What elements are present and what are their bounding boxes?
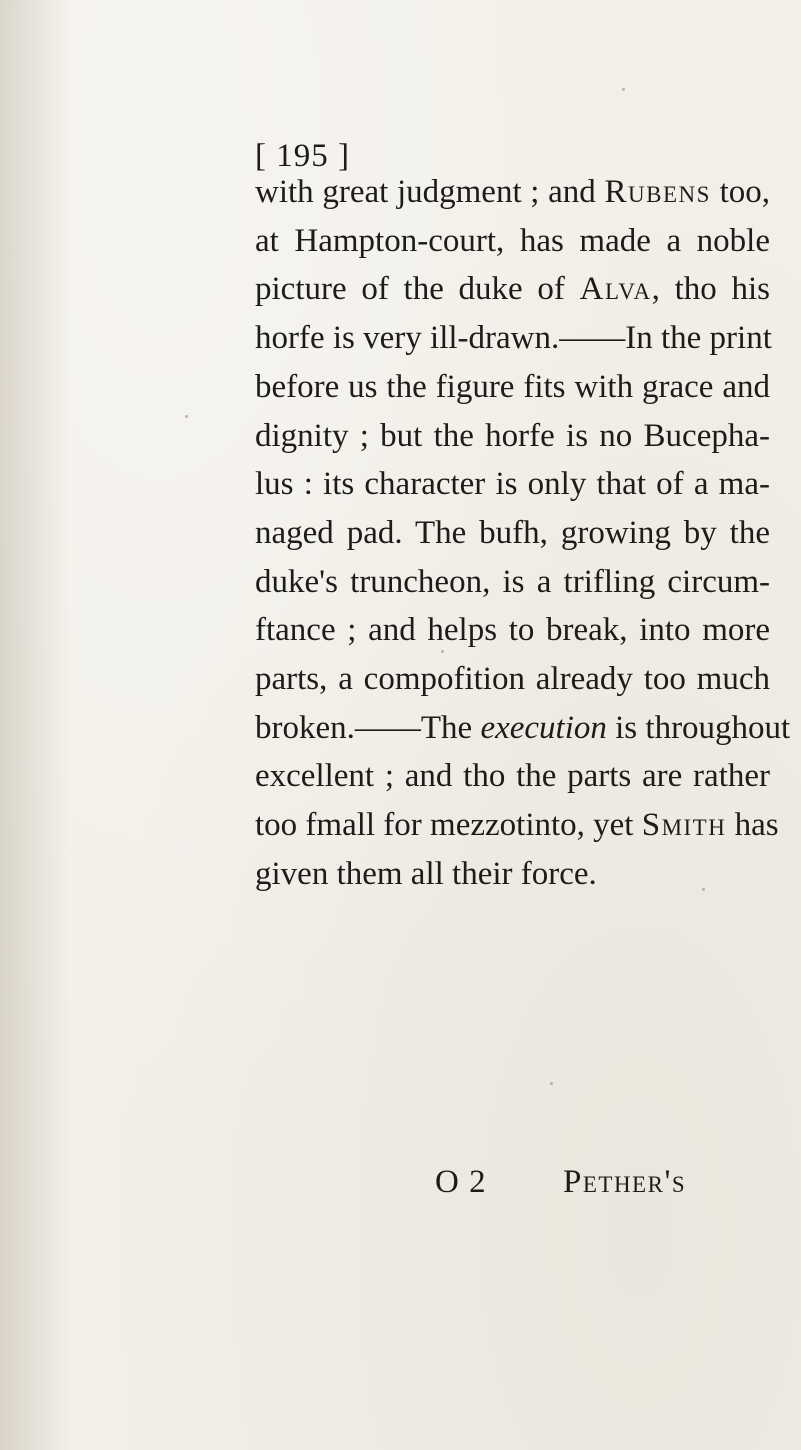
- text-line: [255, 412, 770, 461]
- text-segment: is throughout: [606, 709, 791, 746]
- text-segment: at Hampton-court, has made a noble: [255, 222, 770, 259]
- text-segment: dignity ; but the horfe is no Bucepha-: [255, 417, 770, 454]
- text-line: [255, 558, 770, 607]
- proper-name: Smith: [641, 807, 727, 844]
- proper-name: Alva: [579, 271, 652, 308]
- page-gutter-shadow: [0, 0, 70, 1450]
- text-segment: naged pad. The bufh, growing by the: [255, 514, 770, 551]
- text-segment: before us the figure fits with grace and: [255, 368, 770, 405]
- text-line: [255, 801, 779, 850]
- text-segment: has: [726, 807, 779, 844]
- text-segment: broken.——The: [255, 709, 481, 746]
- text-segment: lus : its character is only that of a ma-: [255, 466, 770, 503]
- text-line: [255, 314, 770, 363]
- italic-word: execution: [480, 709, 607, 746]
- text-segment: horfe is very ill-drawn.——In the print: [255, 320, 772, 357]
- text-segment: ftance ; and helps to break, into more: [255, 612, 770, 649]
- text-segment: , tho his: [651, 271, 771, 308]
- text-segment: with great judgment ; and: [255, 174, 605, 210]
- text-segment: too fmall for mezzotinto, yet: [255, 807, 642, 844]
- text-line: [255, 606, 770, 655]
- text-line: [255, 168, 770, 217]
- text-segment: picture of the duke of: [255, 271, 580, 308]
- text-line: [255, 850, 770, 899]
- text-line: [255, 704, 791, 753]
- proper-name: Rubens: [604, 174, 711, 210]
- text-segment: duke's truncheon, is a trifling circum-: [255, 563, 770, 600]
- text-line: [255, 363, 770, 412]
- text-segment: parts, a compofition already too much: [255, 661, 770, 698]
- text-line: [255, 265, 770, 314]
- body-text: [255, 168, 791, 899]
- page-number-header: [ 195 ]: [255, 138, 350, 174]
- text-line: [255, 752, 770, 801]
- catchword: Pether's: [563, 1164, 687, 1200]
- text-line: [255, 460, 770, 509]
- text-segment: too,: [710, 174, 771, 210]
- text-segment: excellent ; and tho the parts are rather: [255, 758, 770, 795]
- text-line: [255, 655, 770, 704]
- text-line: [255, 509, 770, 558]
- text-line: [255, 217, 770, 266]
- text-segment: given them all their force.: [255, 855, 597, 892]
- signature-mark: O 2: [435, 1164, 487, 1200]
